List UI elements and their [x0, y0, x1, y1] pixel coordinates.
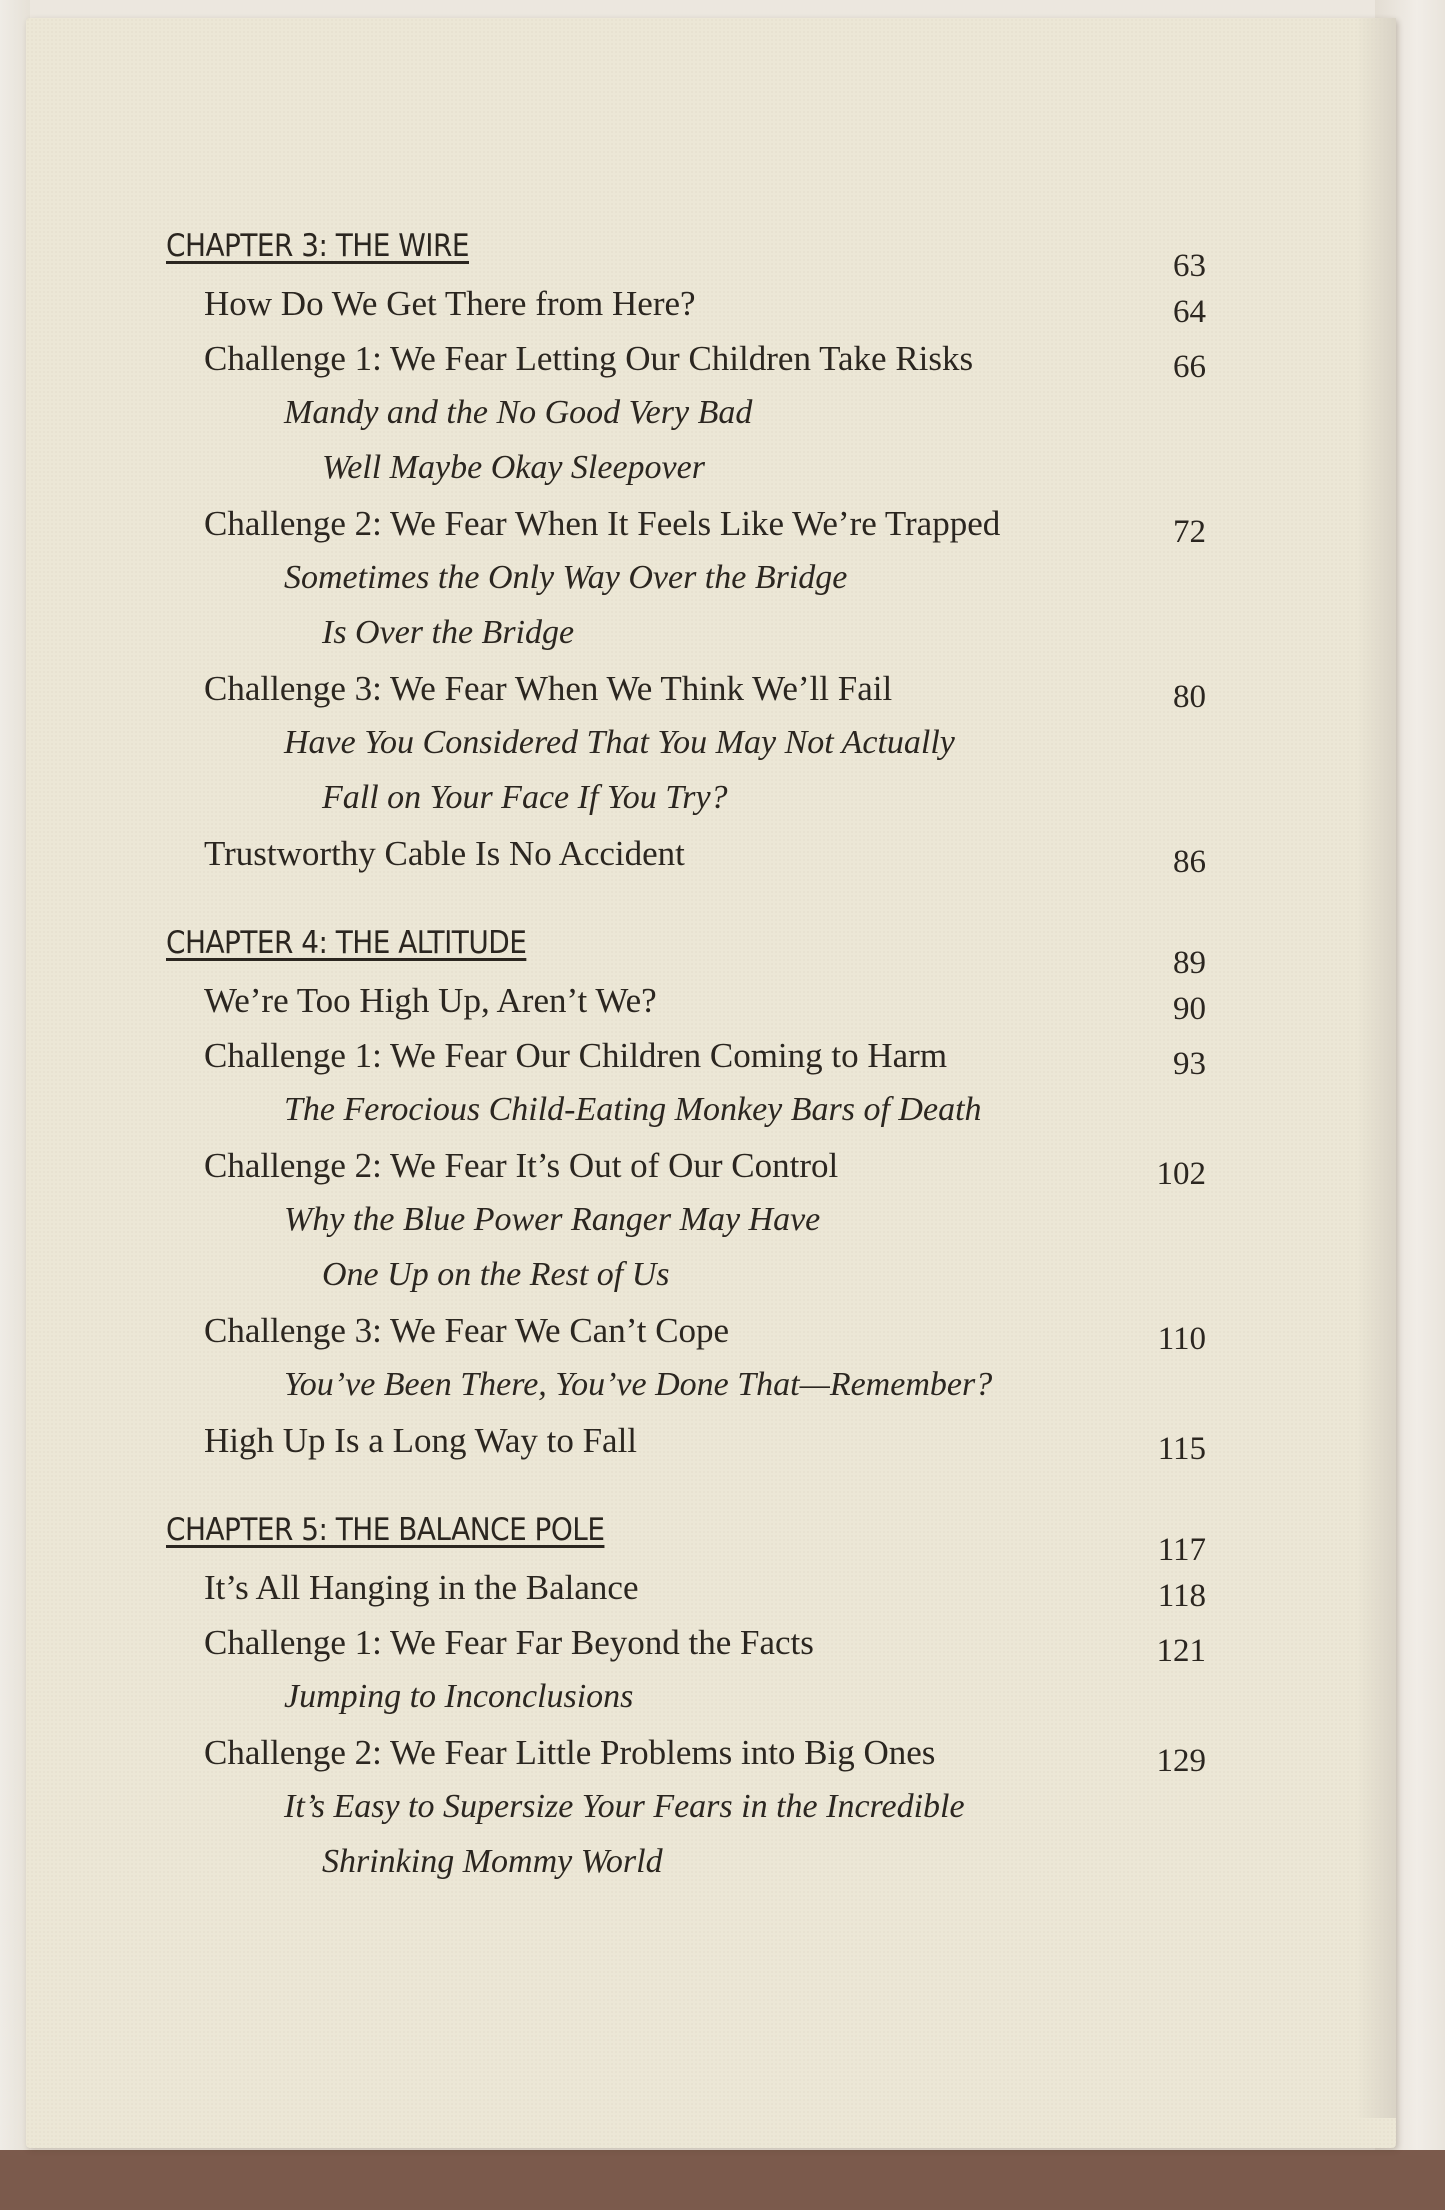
toc-subtitle	[166, 771, 1266, 826]
toc-subtitle	[166, 1670, 1266, 1725]
toc-entry-title: Trustworthy Cable Is No Accident	[204, 834, 685, 873]
chapter-heading	[166, 218, 1266, 284]
toc-subtitle	[166, 606, 1266, 661]
toc-entry-page-number: 129	[1156, 1743, 1206, 1779]
toc-entry-title: Challenge 1: We Fear Our Children Coming to Harm	[204, 1036, 948, 1075]
toc-entry-title: How Do We Get There from Here?	[204, 284, 696, 323]
toc-entry-title: It’s All Hanging in the Balance	[204, 1568, 639, 1607]
toc-entry	[166, 826, 1266, 881]
toc-entry-page-number: 93	[1173, 1046, 1206, 1082]
toc-subtitle-text: Well Maybe Okay Sleepover	[322, 449, 705, 486]
toc-subtitle	[166, 1835, 1266, 1890]
toc-subtitle-text: Shrinking Mommy World	[322, 1843, 663, 1880]
page-edge-shadow	[1356, 18, 1396, 2118]
toc-subtitle	[166, 1358, 1266, 1413]
toc-subtitle-text: Mandy and the No Good Very Bad	[284, 394, 753, 431]
chapter-page-number: 63	[1173, 248, 1206, 284]
toc-subtitle-text: It’s Easy to Supersize Your Fears in the Incredible	[284, 1788, 965, 1825]
chapter-block	[166, 218, 1266, 881]
toc-subtitle	[166, 716, 1266, 771]
toc-entry-page-number: 86	[1173, 844, 1206, 880]
toc-subtitle-text: Have You Considered That You May Not Actually	[284, 724, 955, 761]
toc-entry	[166, 276, 1266, 331]
toc-entry	[166, 496, 1266, 551]
toc-subtitle	[166, 441, 1266, 496]
toc-entry-title: Challenge 3: We Fear When We Think We’ll Fail	[204, 669, 893, 708]
toc-subtitle	[166, 551, 1266, 606]
table-of-contents	[166, 218, 1266, 1924]
toc-subtitle-text: Why the Blue Power Ranger May Have	[284, 1201, 821, 1238]
toc-subtitle	[166, 1780, 1266, 1835]
toc-subtitle-text: The Ferocious Child-Eating Monkey Bars of Death	[284, 1091, 982, 1128]
toc-entry-title: We’re Too High Up, Aren’t We?	[204, 981, 657, 1020]
toc-entry-title: Challenge 1: We Fear Far Beyond the Facts	[204, 1623, 814, 1662]
background-bottom	[0, 2150, 1445, 2210]
toc-entry-page-number: 118	[1157, 1578, 1206, 1614]
chapter-page-number: 117	[1157, 1532, 1206, 1568]
toc-entry-title: Challenge 1: We Fear Letting Our Children Take Risks	[204, 339, 974, 378]
toc-entry-page-number: 102	[1156, 1156, 1206, 1192]
toc-entry-page-number: 115	[1157, 1431, 1206, 1467]
toc-entry	[166, 1560, 1266, 1615]
toc-subtitle-text: Sometimes the Only Way Over the Bridge	[284, 559, 848, 596]
chapter-block	[166, 915, 1266, 1468]
toc-subtitle-text: One Up on the Rest of Us	[322, 1256, 670, 1293]
toc-entry-page-number: 80	[1173, 679, 1206, 715]
chapter-title: CHAPTER 3: THE WIRE	[166, 228, 469, 264]
toc-entry	[166, 661, 1266, 716]
book-page	[26, 18, 1396, 2148]
toc-entry-title: High Up Is a Long Way to Fall	[204, 1421, 638, 1460]
toc-entry	[166, 331, 1266, 386]
toc-subtitle	[166, 1248, 1266, 1303]
toc-subtitle-text: Jumping to Inconclusions	[284, 1678, 634, 1715]
toc-entry-page-number: 90	[1173, 991, 1206, 1027]
toc-subtitle-text: Is Over the Bridge	[322, 614, 575, 651]
toc-entry-page-number: 110	[1157, 1321, 1206, 1357]
toc-entry-title: Challenge 3: We Fear We Can’t Cope	[204, 1311, 730, 1350]
toc-entry-title: Challenge 2: We Fear When It Feels Like We’re Trapped	[204, 504, 1001, 543]
chapter-block	[166, 1502, 1266, 1890]
toc-subtitle	[166, 1083, 1266, 1138]
toc-subtitle	[166, 386, 1266, 441]
toc-entry-title: Challenge 2: We Fear Little Problems into Big Ones	[204, 1733, 936, 1772]
chapter-heading	[166, 1502, 1266, 1568]
toc-entry-title: Challenge 2: We Fear It’s Out of Our Control	[204, 1146, 839, 1185]
toc-entry	[166, 1138, 1266, 1193]
toc-subtitle-text: You’ve Been There, You’ve Done That—Remember?	[284, 1366, 993, 1403]
toc-entry	[166, 1028, 1266, 1083]
chapter-page-number: 89	[1173, 945, 1206, 981]
toc-entry	[166, 1413, 1266, 1468]
toc-entry-page-number: 72	[1173, 514, 1206, 550]
toc-subtitle-text: Fall on Your Face If You Try?	[322, 779, 728, 816]
toc-entry-page-number: 64	[1173, 294, 1206, 330]
toc-entry	[166, 973, 1266, 1028]
toc-entry	[166, 1303, 1266, 1358]
toc-entry	[166, 1725, 1266, 1780]
toc-entry	[166, 1615, 1266, 1670]
toc-entry-page-number: 66	[1173, 349, 1206, 385]
chapter-title: CHAPTER 5: THE BALANCE POLE	[166, 1512, 605, 1548]
toc-entry-page-number: 121	[1156, 1633, 1206, 1669]
toc-subtitle	[166, 1193, 1266, 1248]
chapter-title: CHAPTER 4: THE ALTITUDE	[166, 925, 527, 961]
chapter-heading	[166, 915, 1266, 981]
